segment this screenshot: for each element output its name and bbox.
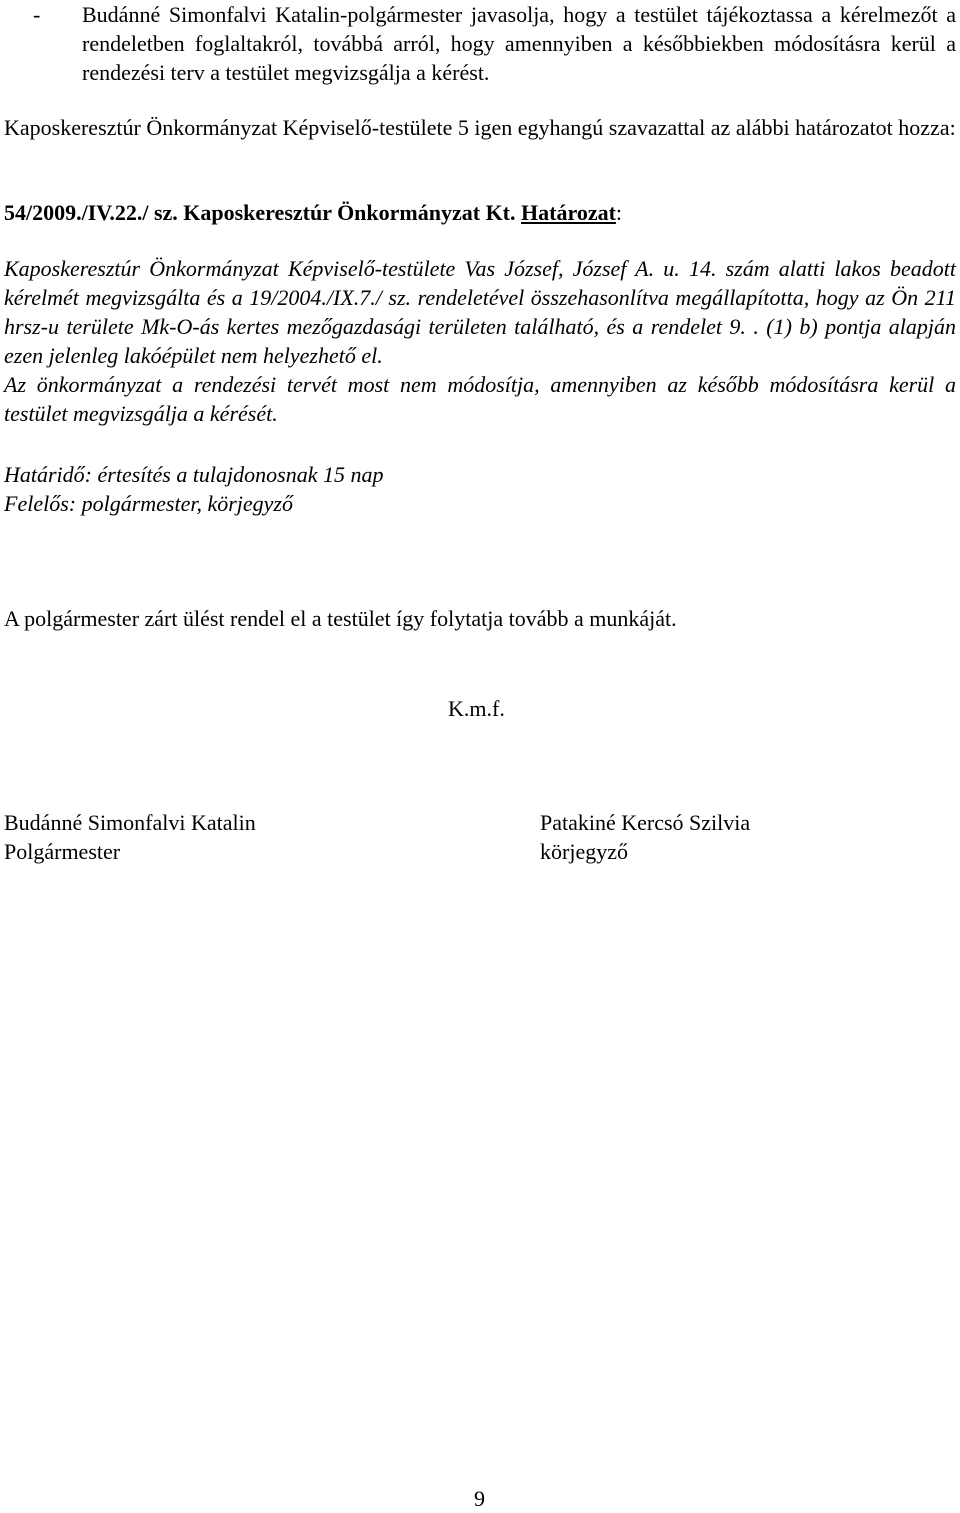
signature-right (540, 808, 750, 866)
signature-left (4, 808, 256, 866)
agenda-item-text: Budánné Simonfalvi Katalin-polgármester javasolja, hogy a testület tájékoztassa a kérelmezőt a rendeletben foglaltakról, továbbá arról, hogy amennyiben a későbbiekben módosításra kerül a rendezési terv a testület megvizsgálja a kérést. (82, 2, 956, 85)
resolution-label: Határozat (521, 200, 616, 225)
vote-paragraph: Kaposkeresztúr Önkormányzat Képviselő-testülete 5 igen egyhangú szavazattal az alábbi határozatot hozza: (4, 115, 956, 140)
closing-paragraph: A polgármester zárt ülést rendel el a testület így folytatja tovább a munkáját. (4, 606, 677, 631)
page-number: 9 (474, 1486, 485, 1511)
deadline-text: Határidő: értesítés a tulajdonosnak 15 nap (4, 462, 384, 487)
signatory-left-title: Polgármester (4, 839, 121, 864)
resolution-text-2: Az önkormányzat a rendezési tervét most nem módosítja, amennyiben az később módosításra kerül a testület megvizsgálja a kérését. (4, 372, 956, 426)
signatory-right-name: Patakiné Kercsó Szilvia (540, 810, 751, 835)
bullet-dash: - (33, 2, 41, 27)
signatory-right-title: körjegyző (540, 839, 628, 864)
resolution-heading (4, 198, 956, 227)
resolution-colon: : (615, 200, 623, 225)
agenda-item (4, 0, 956, 87)
resolution-text-1: Kaposkeresztúr Önkormányzat Képviselő-testülete Vas József, József A. u. 14. szám alatti lakos beadott kérelmét megvizsgálta és a 19/2004./IX.7./ sz. rendeletével összehasonlítva megállapította, hogy az Ön 211 hrsz-u területe Mk-O-ás kertes mezőgazdasági területen található, és a rendelet 9. . (1) b) pontja alapján ezen jelenleg lakóépület nem helyezhető el. (4, 256, 956, 368)
resolution-number: 54/2009./IV.22./ sz. Kaposkeresztúr Önkormányzat Kt. (4, 200, 516, 225)
signatory-left-name: Budánné Simonfalvi Katalin (4, 810, 256, 835)
deadline-block (4, 460, 956, 518)
kmf-label: K.m.f. (448, 696, 505, 721)
responsible-text: Felelős: polgármester, körjegyző (4, 491, 293, 516)
resolution-body (4, 254, 956, 428)
